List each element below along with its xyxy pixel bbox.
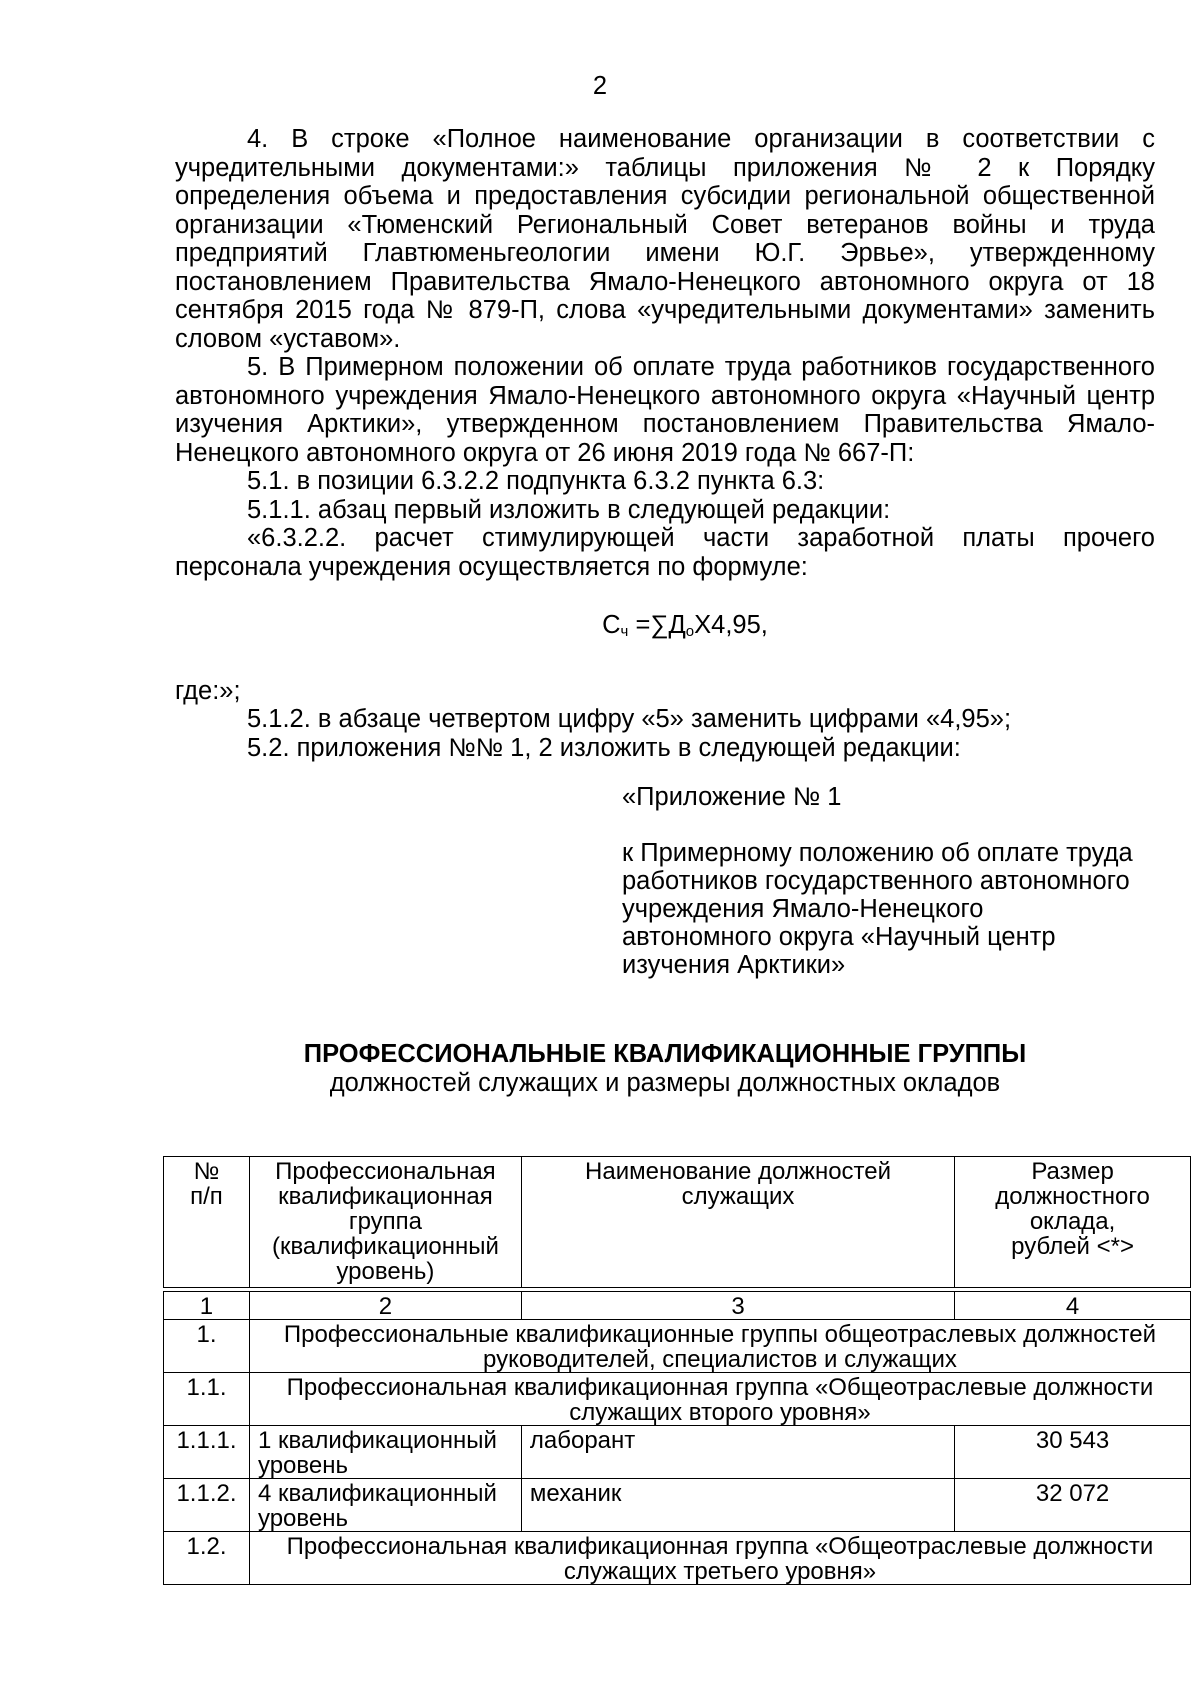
paragraph-5-1: 5.1. в позиции 6.3.2.2 подпункта 6.3.2 пункта 6.3: xyxy=(247,467,825,495)
row-group: 4 квалификационный уровень xyxy=(249,1479,521,1532)
title-line-1: ПРОФЕССИОНАЛЬНЫЕ КВАЛИФИКАЦИОННЫЕ ГРУППЫ xyxy=(303,1040,1027,1068)
header-position: Наименование должностей служащих xyxy=(521,1157,954,1288)
row-salary: 30 543 xyxy=(955,1426,1191,1479)
header-group: Профессиональная квалификационная группа (квалификационный уровень) xyxy=(249,1157,521,1288)
formula-rest: Х4,95, xyxy=(694,611,768,639)
formula-c: С xyxy=(602,611,621,639)
col-number: 1 xyxy=(164,1292,250,1320)
column-number-row xyxy=(164,1292,1191,1320)
row-position: лаборант xyxy=(521,1426,954,1479)
appendix-line: автономного округа «Научный центр xyxy=(622,923,1056,951)
salary-table xyxy=(163,1156,1191,1585)
header-salary: Размер должностного оклада, рублей <*> xyxy=(955,1157,1191,1288)
table-row xyxy=(164,1532,1191,1585)
table-row xyxy=(164,1479,1191,1532)
row-span-text: Профессиональные квалификационные группы общеотраслевых должностей руководителей, специалистов и служащих xyxy=(249,1320,1190,1373)
row-num: 1. xyxy=(164,1320,250,1373)
col-number: 2 xyxy=(249,1292,521,1320)
row-span-text: Профессиональная квалификационная группа «Общеотраслевые должности служащих второго уровня» xyxy=(249,1373,1190,1426)
row-num: 1.1. xyxy=(164,1373,250,1426)
page-number: 2 xyxy=(592,72,608,100)
appendix-line: к Примерному положению об оплате труда xyxy=(622,839,1133,867)
formula-d-sub: о xyxy=(685,623,695,640)
appendix-heading: «Приложение № 1 xyxy=(622,783,842,811)
row-position: механик xyxy=(521,1479,954,1532)
table-row xyxy=(164,1320,1191,1373)
row-span-text: Профессиональная квалификационная группа «Общеотраслевые должности служащих третьего уровня» xyxy=(249,1532,1190,1585)
formula-eq: =∑Д xyxy=(628,611,686,639)
paragraph-5-1-2: 5.1.2. в абзаце четвертом цифру «5» заменить цифрами «4,95»; xyxy=(247,705,1012,733)
row-group: 1 квалификационный уровень xyxy=(249,1426,521,1479)
row-salary: 32 072 xyxy=(955,1479,1191,1532)
paragraph-4: 4. В строке «Полное наименование организации в соответствии с учредительными документами:» таблицы приложения № 2 к Порядку определения объема и предоставления субсидии региональной общественной организации «Тюменский Региональный Совет ветеранов войны и труда предприятий Главтюменьгеологии имени Ю.Г. Эрвье», утвержденному постановлением Правительства Ямало-Ненецкого автономного округа от 18 сентября 2015 года № 879-П, слова «учредительными документами» заменить словом «уставом». xyxy=(175,125,1155,353)
appendix-line: работников государственного автономного xyxy=(622,867,1130,895)
table-row xyxy=(164,1373,1191,1426)
title-line-2: должностей служащих и размеры должностных окладов xyxy=(329,1068,1001,1097)
appendix-block xyxy=(622,783,1162,979)
document-body xyxy=(175,125,1155,762)
header-num: № п/п xyxy=(164,1157,250,1288)
paragraph-5: 5. В Примерном положении об оплате труда работников государственного автономного учреждения Ямало-Ненецкого автономного округа «Научный центр изучения Арктики», утвержденном постановлением Правительства Ямало-Ненецкого автономного округа от 26 июня 2019 года № 667-П: xyxy=(175,353,1155,467)
appendix-line: учреждения Ямало-Ненецкого xyxy=(622,895,984,923)
col-number: 4 xyxy=(955,1292,1191,1320)
appendix-line: изучения Арктики» xyxy=(622,951,846,979)
col-number: 3 xyxy=(521,1292,954,1320)
row-num: 1.1.2. xyxy=(164,1479,250,1532)
row-num: 1.2. xyxy=(164,1532,250,1585)
where-line: где:»; xyxy=(175,676,241,705)
paragraph-quote-6-3-2-2: «6.3.2.2. расчет стимулирующей части заработной платы прочего персонала учреждения осуществляется по формуле: xyxy=(175,524,1155,581)
paragraph-5-2: 5.2. приложения №№ 1, 2 изложить в следующей редакции: xyxy=(247,733,961,762)
row-num: 1.1.1. xyxy=(164,1426,250,1479)
formula-c-sub: ч xyxy=(620,623,629,640)
section-title xyxy=(0,1040,1200,1097)
table-row xyxy=(164,1426,1191,1479)
paragraph-5-1-1: 5.1.1. абзац первый изложить в следующей редакции: xyxy=(247,495,891,524)
table-header-row xyxy=(164,1157,1191,1288)
formula xyxy=(175,611,1155,647)
